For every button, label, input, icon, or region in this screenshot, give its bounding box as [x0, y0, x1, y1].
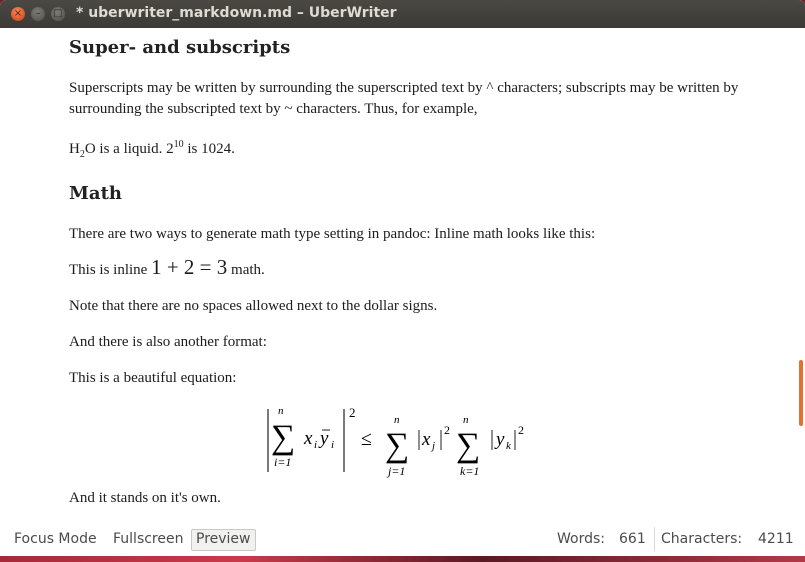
close-icon: × — [13, 8, 23, 19]
heading-math: Math — [69, 183, 122, 204]
minimize-icon: – — [35, 8, 41, 19]
characters-count: 4211 — [758, 531, 794, 547]
paragraph-dollar-signs: Note that there are no spaces allowed next to the dollar signs. — [69, 298, 438, 314]
minimize-button[interactable] — [31, 7, 45, 21]
sum1-lower: i=1 — [274, 455, 292, 469]
characters-label: Characters: — [661, 531, 743, 547]
h2o-text-h: H — [69, 141, 80, 157]
h2o-text-end: is 1024. — [183, 141, 235, 157]
paragraph-another-format: And there is also another format: — [69, 334, 267, 350]
window-title: * uberwriter_markdown.md – UberWriter — [76, 5, 397, 21]
paragraph-stands-alone: And it stands on it's own. — [69, 490, 221, 506]
sum3-lower: k=1 — [460, 464, 480, 478]
term-x: x — [304, 428, 313, 449]
abs-y-var: y — [496, 429, 505, 450]
focus-mode-button[interactable]: Focus Mode — [14, 531, 97, 547]
paragraph-inline-math — [69, 257, 749, 281]
sum2-upper: n — [394, 414, 400, 426]
exponent-y: 2 — [518, 423, 524, 437]
paragraph-h2o — [69, 139, 749, 160]
exponent-lhs: 2 — [349, 405, 356, 420]
h2o-superscript: 10 — [173, 139, 184, 150]
status-bar — [0, 523, 805, 556]
inline-text-before: This is inline — [69, 262, 152, 278]
h2o-text-middle: O is a liquid. 2 — [84, 141, 174, 157]
sum2-lower: j=1 — [388, 464, 406, 478]
abs-y-index: k — [506, 440, 511, 452]
display-equation — [265, 403, 555, 481]
h2o-subscript: 2 — [79, 149, 85, 160]
words-label: Words: — [557, 531, 605, 547]
heading-superscripts: Super- and subscripts — [69, 37, 291, 58]
status-divider — [654, 527, 655, 551]
words-count: 661 — [619, 531, 646, 547]
inline-math-expression: 1 + 2 = 3 — [151, 255, 228, 279]
abs-x-var: x — [422, 429, 431, 450]
close-button[interactable] — [11, 7, 25, 21]
term-y-index: i — [331, 439, 335, 451]
desktop-wallpaper — [0, 556, 805, 562]
sum1-upper: n — [278, 405, 284, 417]
scrollbar-thumb[interactable] — [799, 360, 803, 426]
maximize-button[interactable] — [51, 7, 65, 21]
fullscreen-button[interactable]: Fullscreen — [113, 531, 184, 547]
abs-x-index: j — [432, 440, 436, 452]
sum3-sigma: ∑ — [456, 427, 481, 464]
term-x-index: i — [314, 439, 318, 451]
sum2-sigma: ∑ — [385, 427, 410, 464]
exponent-x: 2 — [444, 423, 450, 437]
preview-button[interactable]: Preview — [191, 529, 256, 551]
leq-symbol: ≤ — [361, 428, 372, 450]
sum1-sigma: ∑ — [271, 419, 296, 456]
sum3-upper: n — [463, 414, 469, 426]
preview-pane[interactable] — [0, 28, 805, 523]
inline-text-after: math. — [227, 262, 265, 278]
term-y: y — [320, 428, 329, 449]
paragraph-superscripts: Superscripts may be written by surrounding the superscripted text by ^ characters; subscripts may be written by surrounding the subscripted text by ~ characters. Thus, for example, — [69, 80, 739, 117]
paragraph-inline-intro: There are two ways to generate math type setting in pandoc: Inline math looks like this: — [69, 226, 596, 242]
title-bar[interactable] — [0, 0, 805, 28]
maximize-icon: □ — [53, 8, 63, 19]
paragraph-beautiful-equation: This is a beautiful equation: — [69, 370, 237, 386]
